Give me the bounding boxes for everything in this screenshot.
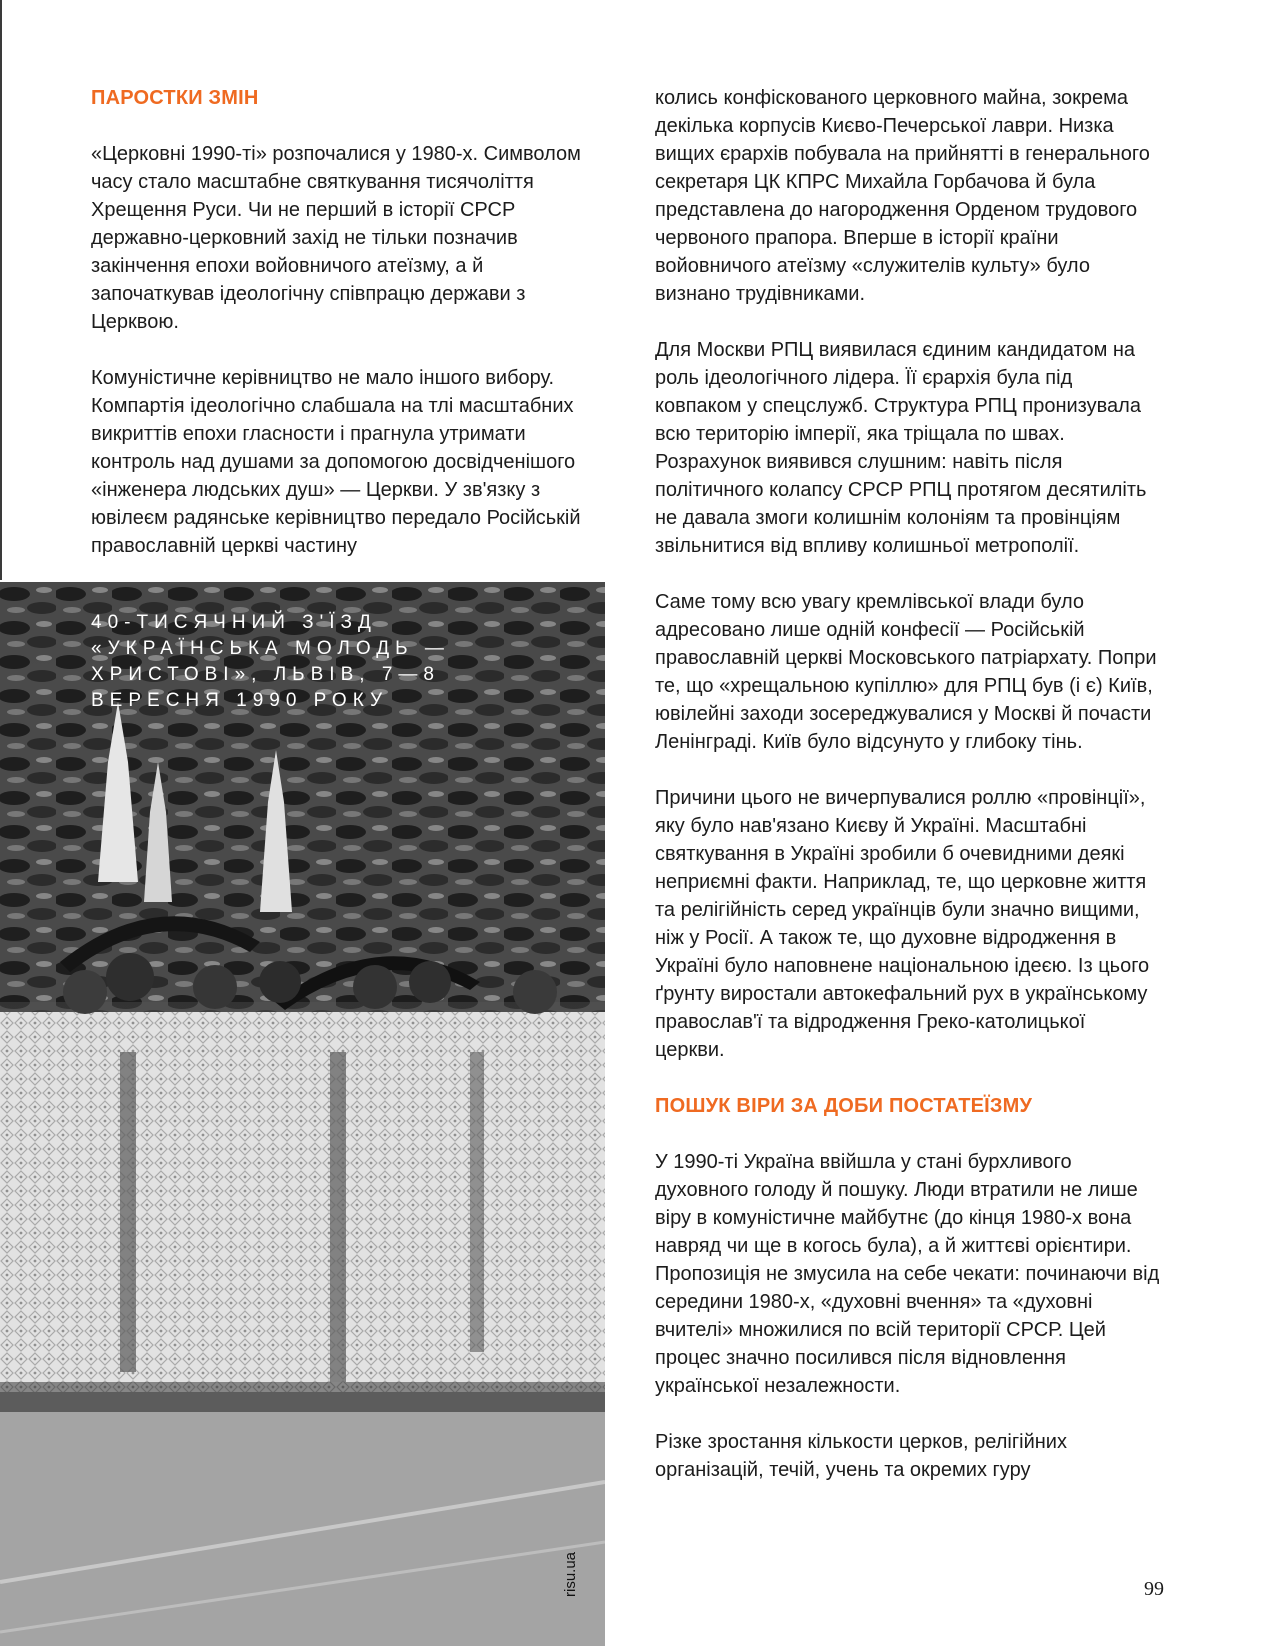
photo-credit: risu.ua <box>562 1551 579 1597</box>
right-column <box>655 84 1160 1484</box>
paragraph: Саме тому всю увагу кремлівської влади було адресовано лише одній конфесії — Російській православній церкві Московського патріархату. Попри те, що «хрещальною купіллю» для РПЦ був (і є) Київ, ювілейні заходи зосереджувалися у Москві й почасти Ленінграді. Київ було відсунуто у глибоку тінь. <box>655 591 1157 753</box>
paragraph: «Церковні 1990-ті» розпочалися у 1980-х. Символом часу стало масштабне святкування тисячоліття Хрещення Руси. Чи не перший в історії СРСР державно-церковний захід не тільки позначив закінчення епохи войовничого атеїзму, а й започаткував ідеологічну співпрацю держави з Церквою. <box>91 143 581 333</box>
paragraph: Для Москви РПЦ виявилася єдиним кандидатом на роль ідеологічного лідера. Її єрархія була під ковпаком у спецслужб. Структура РПЦ пронизувала всю територію імперії, яка тріщала по швах. Розрахунок виявився слушним: навіть після політичного колапсу СРСР РПЦ протягом десятиліть не давала змоги колишнім колоніям та провінціям звільнитися від впливу колишньої метрополії. <box>655 339 1147 557</box>
paragraph: Причини цього не вичерпувалися роллю «провінції», яку було нав'язано Києву й Україні. Масштабні святкування в Україні зробили б очевидними деякі неприємні факти. Наприклад, те, що церковне життя та релігійність серед українців були значно вищими, ніж у Росії. А також те, що духовне відродження в Україні було наповнене національною ідеєю. Із цього ґрунту виростали автокефальний рух в українському православ'ї та відродження Греко-католицької церкви. <box>655 787 1150 1061</box>
page-number: 99 <box>1144 1578 1164 1600</box>
page-spine-line <box>0 0 2 580</box>
left-column <box>91 84 596 560</box>
paragraph: Комуністичне керівництво не мало іншого вибору. Компартія ідеологічно слабшала на тлі масштабних викриттів епохи гласности і прагнула утримати контроль над душами за допомогою досвідченішого «інженера людських душ» — Церкви. У зв'язку з ювілеєм радянське керівництво передало Російській православній церкві частину <box>91 367 581 557</box>
event-photo <box>0 582 605 1646</box>
paragraph: У 1990-ті Україна ввійшла у стані бурхливого духовного голоду й пошуку. Люди втратили не лише віру в комуністичне майбутнє (до кінця 1980-х вона навряд чи ще в когось була), а й життєві орієнтири. Пропозиція не змусила на себе чекати: починаючи від середини 1980-х, «духовні вчення» та «духовні вчителі» множилися по всій території СРСР. Цей процес значно посилився після відновлення української незалежности. <box>655 1151 1160 1397</box>
section-heading-changes: ПАРОСТКИ ЗМІН <box>91 87 259 109</box>
paragraph: колись конфіскованого церковного майна, зокрема декілька корпусів Києво-Печерської лаври. Низка вищих єрархів побувала на прийнятті в генерального секретаря ЦК КПРС Михайла Горбачова й була представлена до нагородження Орденом трудового червоного прапора. Вперше в історії країни войовничого атеїзму «служителів культу» було визнано трудівниками. <box>655 87 1150 305</box>
paragraph: Різке зростання кількости церков, релігійних організацій, течій, учень та окремих гуру <box>655 1431 1067 1481</box>
section-heading-faith-search: ПОШУК ВІРИ ЗА ДОБИ ПОСТАТЕЇЗМУ <box>655 1095 1033 1117</box>
crowd-with-umbrellas-photo <box>0 582 605 1646</box>
photo-caption: 40-ТИСЯЧНИЙ З'ЇЗД «УКРАЇНСЬКА МОЛОДЬ — ХРИСТОВІ», ЛЬВІВ, 7—8 ВЕРЕСНЯ 1990 РОКУ <box>91 612 450 711</box>
